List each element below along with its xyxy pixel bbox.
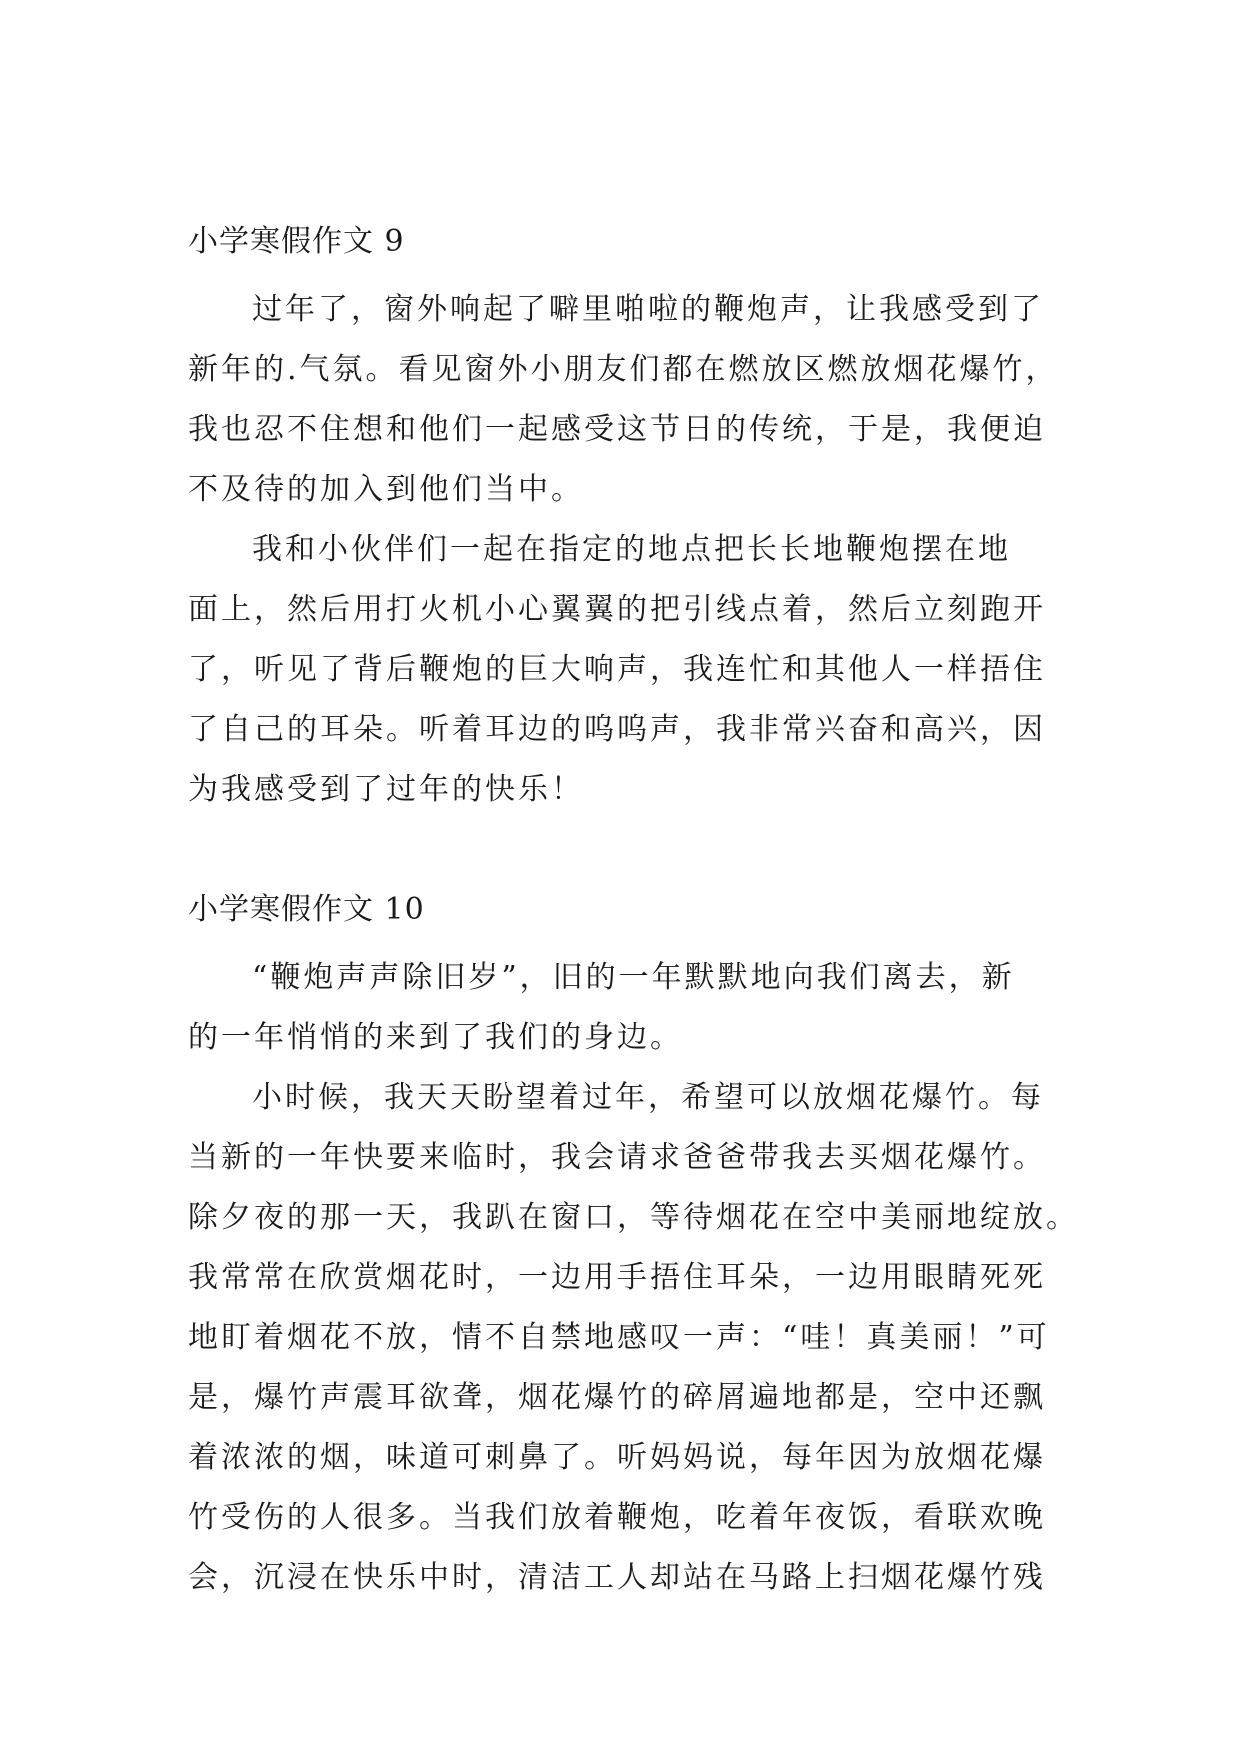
paragraph-line: 我也忍不住想和他们一起感受这节日的传统，于是，我便迫 bbox=[188, 412, 1046, 447]
paragraph-line: 我常常在欣赏烟花时，一边用手捂住耳朵，一边用眼睛死死 bbox=[188, 1260, 1046, 1295]
paragraph-line: 除夕夜的那一天，我趴在窗口，等待烟花在空中美丽地绽放。 bbox=[188, 1200, 1079, 1235]
paragraph-line: 了，听见了背后鞭炮的巨大响声，我连忙和其他人一样捂住 bbox=[188, 652, 1046, 687]
paragraph-line: 的一年悄悄的来到了我们的身边。 bbox=[188, 1020, 683, 1055]
section-spacer bbox=[188, 820, 1048, 890]
paragraph-line: 面上，然后用打火机小心翼翼的把引线点着，然后立刻跑开 bbox=[188, 592, 1046, 627]
paragraph-line: 着浓浓的烟，味道可刺鼻了。听妈妈说，每年因为放烟花爆 bbox=[188, 1440, 1046, 1475]
paragraph-line: 我和小伙伴们一起在指定的地点把长长地鞭炮摆在地 bbox=[252, 532, 1011, 567]
paragraph-line: 是，爆竹声震耳欲聋，烟花爆竹的碎屑遍地都是，空中还飘 bbox=[188, 1380, 1046, 1415]
essay-body bbox=[188, 948, 1079, 1608]
paragraph-line: 了自己的耳朵。听着耳边的呜呜声，我非常兴奋和高兴，因 bbox=[188, 712, 1046, 747]
paragraph-line: 不及待的加入到他们当中。 bbox=[188, 472, 584, 507]
paragraph-line: 新年的.气氛。看见窗外小朋友们都在燃放区燃放烟花爆竹， bbox=[188, 352, 1059, 387]
paragraph-line: 会，沉浸在快乐中时，清洁工人却站在马路上扫烟花爆竹残 bbox=[188, 1560, 1046, 1595]
essay-title: 小学寒假作文 10 bbox=[188, 892, 425, 927]
paragraph-line: 为我感受到了过年的快乐！ bbox=[188, 772, 584, 807]
paragraph-line: 过年了，窗外响起了噼里啪啦的鞭炮声，让我感受到了 bbox=[252, 292, 1044, 327]
essay-section bbox=[188, 222, 1059, 820]
essay-section bbox=[188, 890, 1079, 1608]
document-content bbox=[188, 222, 1079, 1608]
paragraph-line: 当新的一年快要来临时，我会请求爸爸带我去买烟花爆竹。 bbox=[188, 1140, 1046, 1175]
essay-body bbox=[188, 280, 1059, 820]
paragraph-line: 竹受伤的人很多。当我们放着鞭炮，吃着年夜饭，看联欢晚 bbox=[188, 1500, 1046, 1535]
paragraph-line: 小时候，我天天盼望着过年，希望可以放烟花爆竹。每 bbox=[252, 1080, 1044, 1115]
essay-title: 小学寒假作文 9 bbox=[188, 224, 405, 259]
paragraph-line: “鞭炮声声除旧岁”，旧的一年默默地向我们离去，新 bbox=[252, 960, 1015, 995]
paragraph-line: 地盯着烟花不放，情不自禁地感叹一声：“哇！真美丽！”可 bbox=[188, 1320, 1050, 1355]
